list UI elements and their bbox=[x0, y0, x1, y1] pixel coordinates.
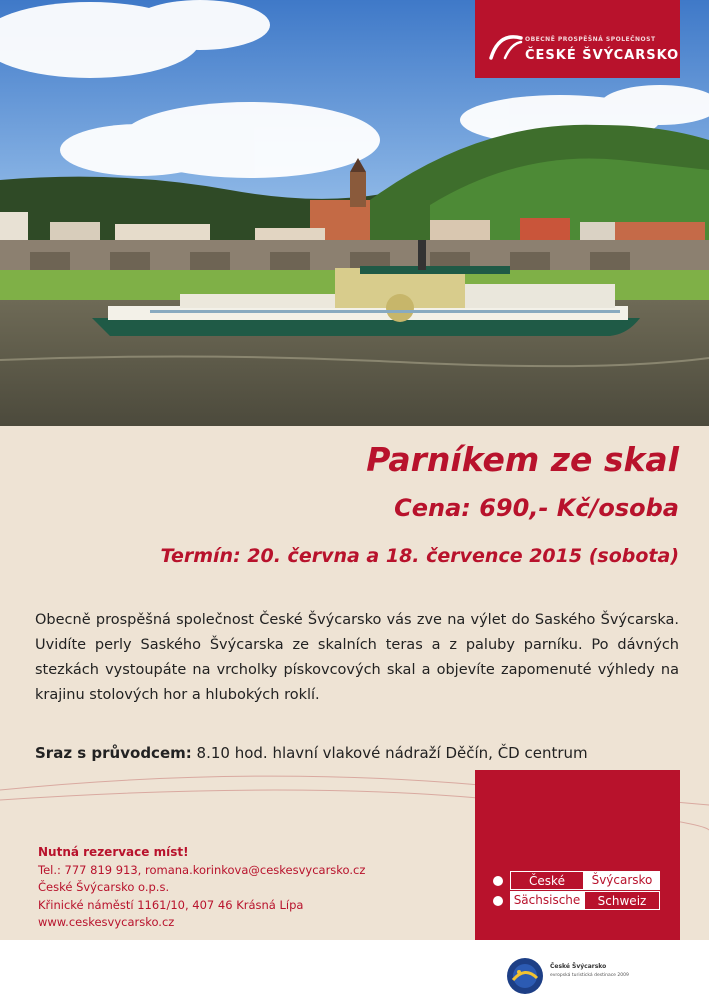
meeting-label: Sraz s průvodcem: bbox=[35, 744, 192, 762]
contact-block bbox=[38, 844, 365, 932]
description-text: Obecně prospěšná společnost České Švýcarsko vás zve na výlet do Saského Švýcarska. Uvidíte perly Saského Švýcarska ze skalních teras a z paluby parníku. Po dávných stezkách vystoupáte na vrcholky pískovcových skal a objevíte zapomenuté výhledy na krajinu stolových hor a hlubokých roklí. bbox=[35, 612, 679, 703]
badge-dot-icon bbox=[493, 896, 503, 906]
logo-subtitle: OBECNĚ PROSPĚŠNÁ SPOLEČNOST bbox=[525, 36, 656, 43]
badge-sachsische: Sächsische bbox=[510, 891, 584, 910]
page-title: Parníkem ze skal bbox=[366, 440, 679, 479]
badge-row-czech bbox=[490, 871, 670, 890]
logo-title: ČESKÉ ŠVÝCARSKO bbox=[525, 48, 680, 63]
contact-address: Křinické náměstí 1161/10, 407 46 Krásná Lípa bbox=[38, 897, 304, 912]
meeting-point bbox=[35, 744, 675, 762]
eden-globe-icon bbox=[505, 956, 545, 996]
badge-row-german bbox=[490, 891, 670, 910]
footer-logo-subtitle: evropská turistická destinace 2009 bbox=[550, 973, 629, 978]
meeting-value: 8.10 hod. hlavní vlakové nádraží Děčín, ČD centrum bbox=[191, 744, 588, 762]
contact-organization: České Švýcarsko o.p.s. bbox=[38, 880, 170, 894]
badge-ceske: České bbox=[510, 871, 584, 890]
price-line: Cena: 690,- Kč/osoba bbox=[394, 494, 679, 522]
reservation-title: Nutná rezervace míst! bbox=[38, 845, 189, 859]
footer-logo-title: České Švýcarsko bbox=[550, 963, 607, 970]
logo-panel bbox=[475, 0, 680, 78]
brand-panel bbox=[475, 770, 680, 940]
badge-svycarsko: Švýcarsko bbox=[584, 871, 660, 890]
contact-website-link[interactable]: www.ceskesvycarsko.cz bbox=[38, 915, 175, 929]
logo-arc-icon bbox=[489, 30, 523, 60]
contact-phone-email[interactable]: Tel.: 777 819 913, romana.korinkova@ceskesvycarsko.cz bbox=[38, 862, 366, 877]
badge-dot-icon bbox=[493, 876, 503, 886]
term-line: Termín: 20. června a 18. července 2015 (sobota) bbox=[160, 545, 679, 567]
badge-schweiz: Schweiz bbox=[584, 891, 660, 910]
